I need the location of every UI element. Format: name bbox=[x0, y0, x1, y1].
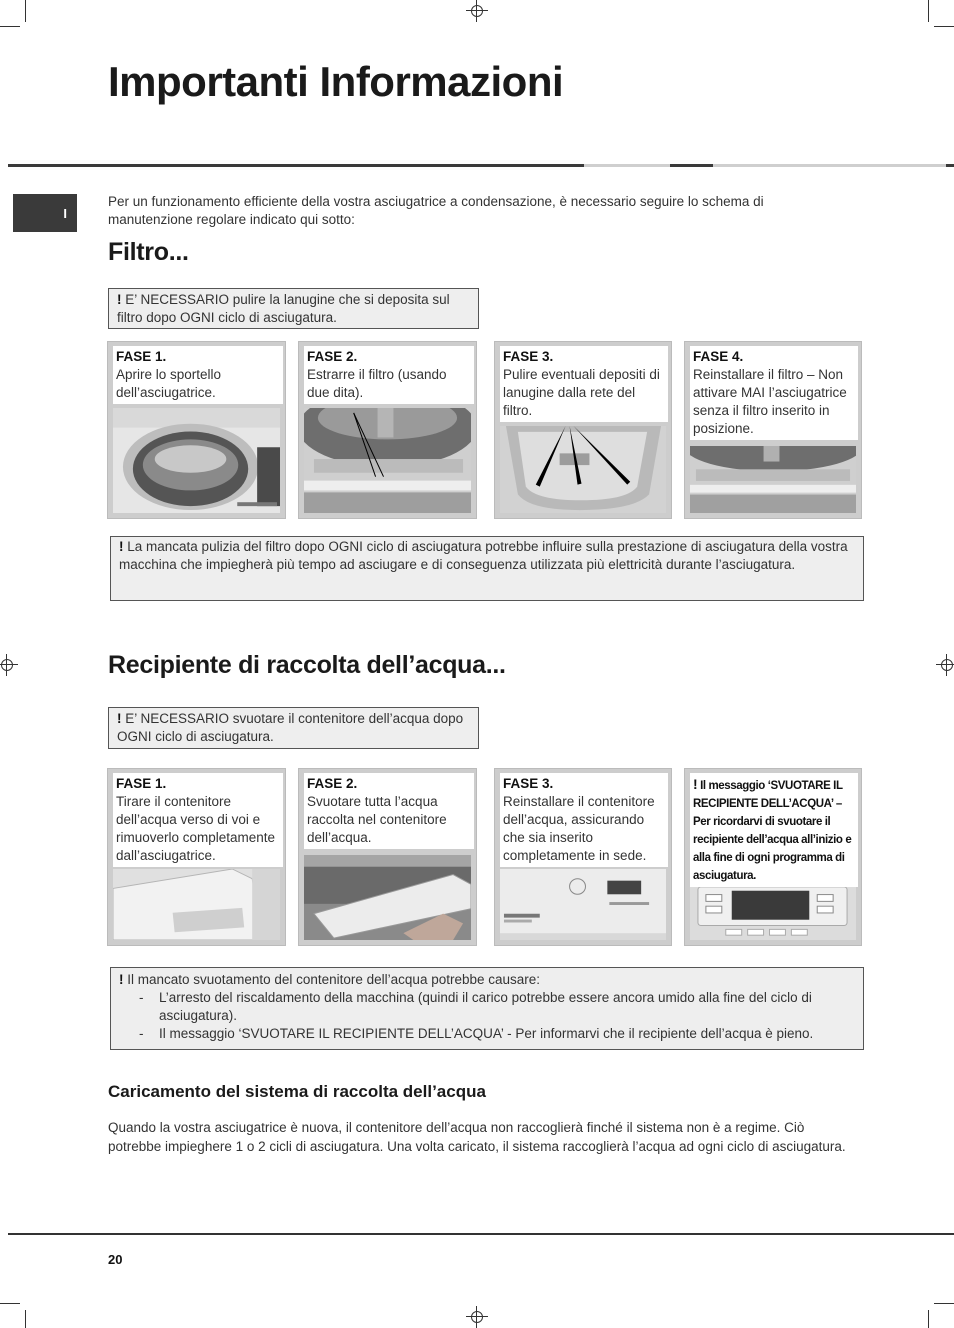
water-message-panel bbox=[684, 768, 862, 946]
filter-heading: Filtro... bbox=[108, 238, 189, 266]
title-rule-end bbox=[946, 164, 954, 167]
crop-mark bbox=[934, 1303, 954, 1304]
title-rule bbox=[8, 164, 584, 167]
filter-step-1-caption: FASE 1. Aprire lo sportello dell’asciugatrice. bbox=[113, 346, 283, 404]
registration-mark-left bbox=[0, 654, 18, 676]
filter-step-3 bbox=[494, 341, 672, 519]
filter-step-3-photo bbox=[500, 426, 666, 513]
title-rule-light bbox=[713, 164, 946, 167]
filter-step-1-photo bbox=[113, 408, 280, 513]
intro-text: Per un funzionamento efficiente della vostra asciugatrice a condensazione, è necessario seguire lo schema di manutenzione regolare indicato qui sotto: bbox=[108, 194, 764, 227]
title-rule-accent bbox=[670, 164, 713, 167]
water-consequence-note: ! Il mancato svuotamento del contenitore dell’acqua potrebbe causare: - L’arresto del riscaldamento della macchina (quindi il carico potrebbe essere ancora umido alla fine del ciclo di asciugatura). - Il messaggio ‘SVUOTARE IL RECIPIENTE DELL’ACQUA’ - Per informarvi che il recipiente dell’acqua è pieno. bbox=[110, 967, 864, 1050]
crop-mark bbox=[934, 26, 954, 27]
water-step-1-photo bbox=[113, 869, 280, 940]
water-step-2-caption: FASE 2. Svuotare tutta l’acqua raccolta nel contenitore dell’acqua. bbox=[304, 773, 474, 849]
water-heading: Recipiente di raccolta dell’acqua... bbox=[108, 651, 506, 679]
footer-rule bbox=[8, 1233, 954, 1235]
filter-consequence-note: ! La mancata pulizia del filtro dopo OGNI ciclo di asciugatura potrebbe influire sulla prestazione di asciugatura della vostra macchina che impiegherà più tempo ad asciugare e di conseguenza utilizzata più elettricità durante l’asciugatura. bbox=[110, 536, 864, 601]
crop-mark bbox=[928, 1310, 929, 1328]
crop-mark bbox=[25, 0, 26, 22]
list-item: - Il messaggio ‘SVUOTARE IL RECIPIENTE DELL’ACQUA’ - Per informarvi che il recipiente dell’acqua è pieno. bbox=[139, 1026, 814, 1041]
filter-step-4-caption: FASE 4. Reinstallare il filtro – Non attivare MAI l’asciugatrice senza il filtro inserito in posizione. bbox=[690, 346, 858, 440]
charging-text: Quando la vostra asciugatrice è nuova, il contenitore dell’acqua non raccoglierà finché il sistema non è a regime. Ciò potrebbe impieghere 1 o 2 cicli di asciugatura. Una volta caricato, il sistema raccoglierà l’acqua ad ogni ciclo di asciugatura. bbox=[108, 1120, 846, 1154]
page-number: 20 bbox=[108, 1252, 123, 1267]
water-message-caption: ! Il messaggio ‘SVUOTARE IL RECIPIENTE DELL’ACQUA’ – Per ricordarvi di svuotare il recipiente dell’acqua all’inizio e alla fine di ogni programma di asciugatura. bbox=[690, 773, 858, 887]
registration-mark-top bbox=[466, 0, 488, 22]
language-tab: I bbox=[13, 194, 77, 232]
display-panel-photo bbox=[690, 883, 856, 940]
filter-step-4-photo bbox=[690, 446, 856, 513]
filter-warning: ! E’ NECESSARIO pulire la lanugine che si deposita sul filtro dopo OGNI ciclo di asciugatura. bbox=[108, 288, 479, 329]
charging-heading: Caricamento del sistema di raccolta dell’acqua bbox=[108, 1082, 486, 1101]
crop-mark bbox=[0, 1303, 20, 1304]
water-step-3-caption: FASE 3. Reinstallare il contenitore dell’acqua, assicurando che sia inserito completamente in sede. bbox=[500, 773, 668, 867]
list-item: - L’arresto del riscaldamento della macchina (quindi il carico potrebbe essere ancora umido alla fine del ciclo di asciugatura). bbox=[139, 990, 812, 1023]
water-step-3 bbox=[494, 768, 672, 946]
water-step-1 bbox=[107, 768, 286, 946]
water-step-1-caption: FASE 1. Tirare il contenitore dell’acqua verso di voi e rimuoverlo completamente dall’asciugatrice. bbox=[113, 773, 283, 867]
registration-mark-right bbox=[936, 654, 954, 676]
filter-step-1 bbox=[107, 341, 286, 519]
crop-mark bbox=[25, 1310, 26, 1328]
filter-step-2 bbox=[298, 341, 477, 519]
filter-step-2-photo bbox=[304, 408, 471, 513]
water-step-2-photo bbox=[304, 855, 471, 940]
filter-step-4 bbox=[684, 341, 862, 519]
crop-mark bbox=[0, 26, 20, 27]
water-step-3-photo bbox=[500, 869, 666, 940]
filter-step-2-caption: FASE 2. Estrarre il filtro (usando due dita). bbox=[304, 346, 474, 404]
water-step-2 bbox=[298, 768, 477, 946]
crop-mark bbox=[928, 0, 929, 22]
filter-step-3-caption: FASE 3. Pulire eventuali depositi di lanugine dalla rete del filtro. bbox=[500, 346, 668, 422]
page-title: Importanti Informazioni bbox=[108, 58, 564, 105]
title-rule-light bbox=[584, 164, 670, 167]
registration-mark-bottom bbox=[466, 1306, 488, 1328]
water-warning: ! E’ NECESSARIO svuotare il contenitore dell’acqua dopo OGNI ciclo di asciugatura. bbox=[108, 707, 479, 749]
